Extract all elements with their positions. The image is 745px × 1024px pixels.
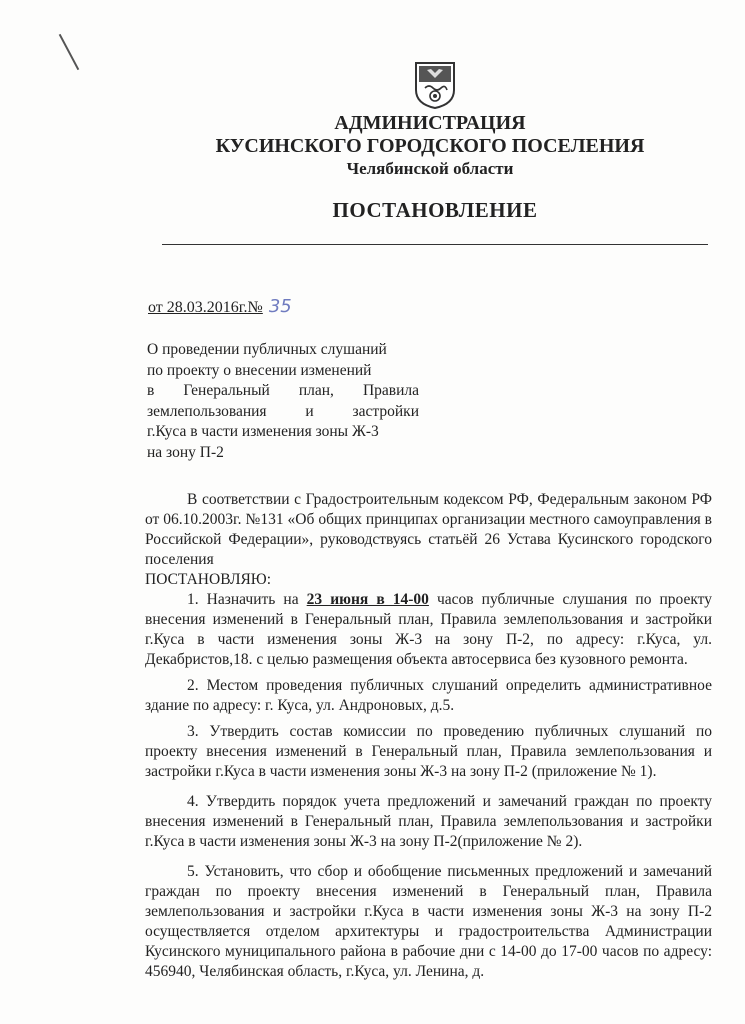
- document-date-number: [148, 296, 292, 317]
- subject-line: по проекту о внесении изменений: [147, 361, 372, 379]
- preamble-paragraph: В соответствии с Градостроительным кодексом РФ, Федеральным законом РФ от 06.10.2003г. №131 «Об общих принципах организации местного самоуправления в Российской Федерации», руководствуясь статьёй 26 Устава Кусинского городского поселения: [145, 491, 712, 568]
- subject-line: на зону П-2: [147, 443, 224, 461]
- org-region: Челябинской области: [346, 159, 514, 178]
- item-1-date: 23 июня в 14-00: [306, 591, 429, 608]
- coat-of-arms-emblem: [413, 60, 457, 110]
- item-1: [145, 590, 712, 670]
- item-3: 3. Утвердить состав комиссии по проведению публичных слушаний по проекту внесения изменений в Генеральный план, Правила землепользования и застройки г.Куса в части изменения зоны Ж-3 на зону П-2 (приложение № 1).: [145, 723, 712, 780]
- org-title-line2: КУСИНСКОГО ГОРОДСКОГО ПОСЕЛЕНИЯ: [215, 135, 645, 157]
- item-5: 5. Установить, что сбор и обобщение письменных предложений и замечаний граждан по проекту внесения изменений в Генеральный план, Правила землепользования и застройки г.Куса в части изменения зоны Ж-3 на зону П-2 осуществляется отделом архитектуры и градостроительства Администрации Кусинского муниципального района в рабочие дни с 14-00 до 17-00 часов по адресу: 456940, Челябинская область, г.Куса, ул. Ленина, д.: [145, 863, 712, 980]
- decree-word: ПОСТАНОВЛЯЮ:: [145, 571, 272, 588]
- handwritten-number: 35: [268, 296, 292, 317]
- header-divider: [162, 244, 708, 245]
- subject-line: землепользования и застройки: [147, 402, 419, 420]
- subject-line: в Генеральный план, Правила: [147, 382, 419, 399]
- subject-line: г.Куса в части изменения зоны Ж-3: [147, 423, 379, 440]
- document-subject: [147, 340, 419, 463]
- scan-mark: [59, 34, 80, 70]
- item-1-text-b: часов публичные слушания по проекту внесения изменений в Генеральный план, Правила землепользования и застройки г.Куса в части изменения зоны Ж-3 на зону П-2, по адресу: г.Куса, ул. Декабристов,18. с целью размещения объекта автосервиса без кузовного ремонта.: [145, 591, 713, 668]
- subject-line: О проведении публичных слушаний: [147, 341, 387, 358]
- document-type-title: ПОСТАНОВЛЕНИЕ: [332, 198, 538, 222]
- document-body: [145, 490, 712, 982]
- document-header: [150, 112, 710, 180]
- item-4: 4. Утвердить порядок учета предложений и замечаний граждан по проекту внесения изменений в Генеральный план, Правила землепользования и застройки г.Куса в части изменения зоны Ж-3 на зону П-2(приложение № 2).: [145, 793, 712, 850]
- document-date: от 28.03.2016г.№: [148, 299, 263, 316]
- item-2: 2. Местом проведения публичных слушаний определить административное здание по адресу: г. Куса, ул. Андроновых, д.5.: [145, 677, 712, 714]
- item-1-text-a: 1. Назначить на: [187, 591, 307, 608]
- org-title-line1: АДМИНИСТРАЦИЯ: [334, 112, 526, 134]
